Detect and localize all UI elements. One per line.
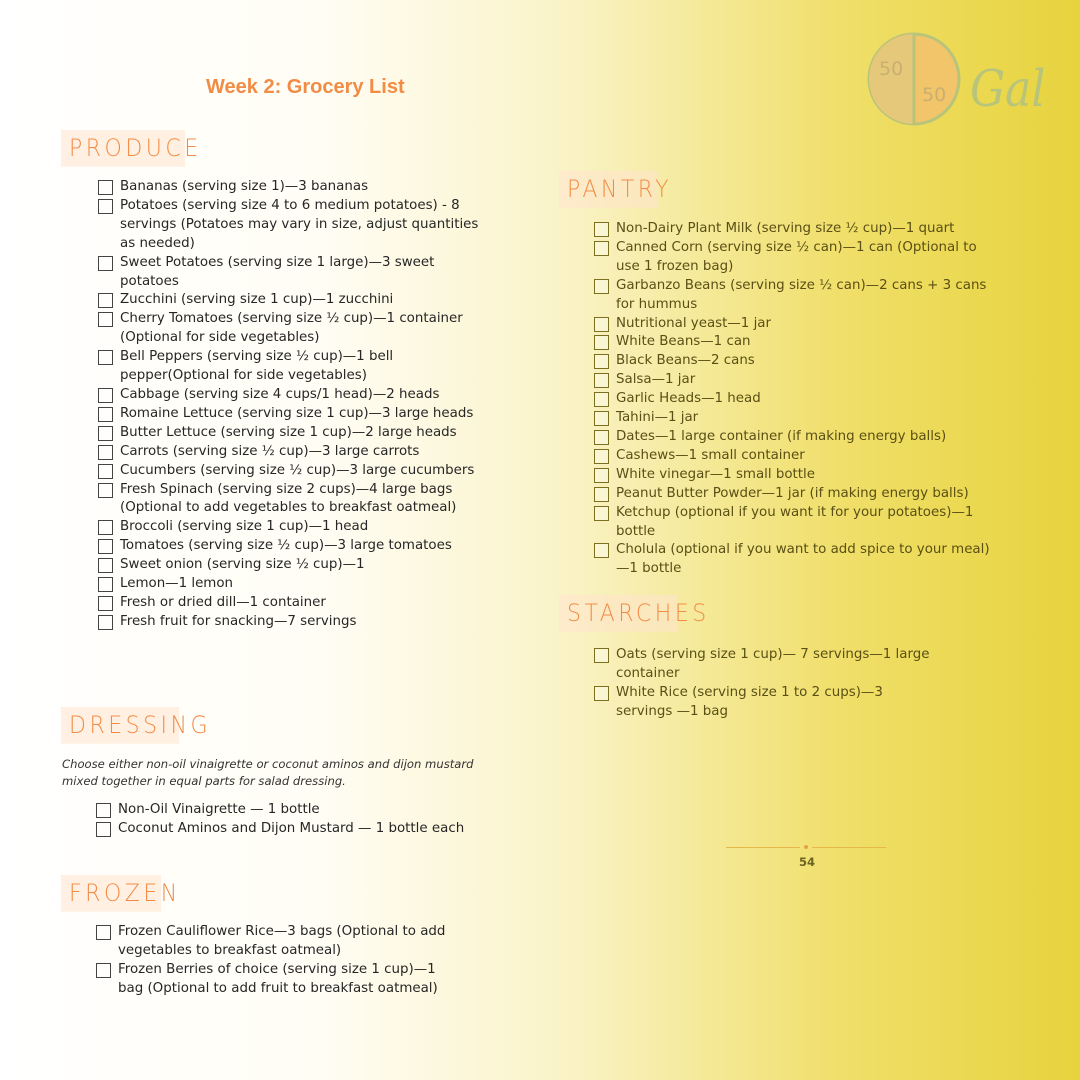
logo-word: Gal (970, 60, 1046, 119)
checkbox[interactable] (594, 487, 609, 502)
produce-item-label: Potatoes (serving size 4 to 6 medium potatoes) - 8 servings (Potatoes may vary in size, adjust quantities as needed) (120, 197, 479, 251)
produce-item-label: Cabbage (serving size 4 cups/1 head)—2 heads (120, 386, 440, 402)
frozen-item (96, 923, 446, 961)
starches-list (594, 646, 939, 722)
pantry-item-label: Garbanzo Beans (serving size ½ can)—2 cans + 3 cans for hummus (616, 277, 987, 312)
section-heading-dressing: DRESSING (61, 707, 179, 744)
pantry-item (594, 333, 994, 352)
checkbox[interactable] (98, 426, 113, 441)
pantry-item (594, 315, 994, 334)
frozen-item (96, 961, 446, 999)
checkbox[interactable] (98, 199, 113, 214)
checkbox[interactable] (594, 373, 609, 388)
page-number-rule-right (812, 847, 886, 848)
dressing-item (96, 801, 496, 820)
produce-item (98, 462, 490, 481)
pantry-item (594, 447, 994, 466)
checkbox[interactable] (594, 430, 609, 445)
checkbox[interactable] (594, 648, 609, 663)
pantry-item-label: White Beans—1 can (616, 334, 751, 350)
checkbox[interactable] (594, 411, 609, 426)
pantry-item (594, 277, 994, 315)
produce-item (98, 291, 490, 310)
produce-item (98, 424, 490, 443)
pantry-list (594, 220, 994, 579)
produce-item (98, 518, 490, 537)
produce-item (98, 254, 490, 292)
checkbox[interactable] (98, 312, 113, 327)
pantry-item-label: Peanut Butter Powder—1 jar (if making energy balls) (616, 485, 969, 501)
page-title: Week 2: Grocery List (206, 76, 405, 98)
pantry-item (594, 352, 994, 371)
produce-item-label: Bell Peppers (serving size ½ cup)—1 bell pepper(Optional for side vegetables) (120, 349, 394, 384)
produce-item (98, 178, 490, 197)
checkbox[interactable] (98, 445, 113, 460)
checkbox[interactable] (594, 506, 609, 521)
dressing-list (96, 801, 496, 839)
pantry-item (594, 390, 994, 409)
pantry-item-label: Cashews—1 small container (616, 447, 805, 463)
pantry-item (594, 485, 994, 504)
checkbox[interactable] (594, 241, 609, 256)
produce-item-label: Sweet onion (serving size ½ cup)—1 (120, 557, 365, 573)
checkbox[interactable] (98, 180, 113, 195)
checkbox[interactable] (594, 317, 609, 332)
section-heading-starches: STARCHES (559, 595, 677, 632)
checkbox[interactable] (594, 335, 609, 350)
pantry-item (594, 541, 994, 579)
pantry-item-label: Dates—1 large container (if making energy balls) (616, 428, 947, 444)
produce-item-label: Tomatoes (serving size ½ cup)—3 large tomatoes (120, 538, 452, 554)
section-heading-pantry: PANTRY (559, 171, 658, 208)
produce-item (98, 613, 490, 632)
checkbox[interactable] (98, 520, 113, 535)
checkbox[interactable] (98, 407, 113, 422)
frozen-item-label: Frozen Cauliflower Rice—3 bags (Optional to add vegetables to breakfast oatmeal) (118, 924, 446, 958)
pantry-item-label: Cholula (optional if you want to add spice to your meal)—1 bottle (616, 542, 990, 577)
pantry-item-label: Black Beans—2 cans (616, 353, 755, 369)
pantry-item-label: Salsa—1 jar (616, 372, 696, 388)
checkbox[interactable] (594, 686, 609, 701)
checkbox[interactable] (98, 293, 113, 308)
starches-item (594, 684, 939, 722)
pantry-item-label: Canned Corn (serving size ½ can)—1 can (Optional to use 1 frozen bag) (616, 239, 977, 274)
produce-item-label: Fresh Spinach (serving size 2 cups)—4 large bags (Optional to add vegetables to breakfast oatmeal) (120, 481, 457, 516)
produce-item (98, 310, 490, 348)
frozen-item-label: Frozen Berries of choice (serving size 1 cup)—1 bag (Optional to add fruit to breakfast oatmeal) (118, 961, 438, 996)
checkbox[interactable] (98, 483, 113, 498)
pantry-item (594, 428, 994, 447)
checkbox[interactable] (98, 464, 113, 479)
checkbox[interactable] (98, 558, 113, 573)
produce-item (98, 594, 490, 613)
produce-item (98, 348, 490, 386)
pantry-item-label: Non-Dairy Plant Milk (serving size ½ cup)—1 quart (616, 221, 955, 236)
starches-item-label: White Rice (serving size 1 to 2 cups)—3 servings —1 bag (616, 684, 883, 719)
section-heading-produce: PRODUCE (61, 130, 185, 167)
produce-item (98, 575, 490, 594)
logo-top-number: 50 (879, 58, 904, 80)
produce-item-label: Fresh or dried dill—1 container (120, 594, 326, 610)
pantry-item-label: Nutritional yeast—1 jar (616, 315, 772, 331)
page-number: 54 (798, 855, 815, 869)
checkbox[interactable] (96, 822, 111, 837)
produce-item-label: Lemon—1 lemon (120, 576, 234, 592)
pantry-item-label: Ketchup (optional if you want it for your potatoes)—1 bottle (616, 504, 974, 539)
checkbox[interactable] (594, 354, 609, 369)
dressing-item-label: Coconut Aminos and Dijon Mustard — 1 bottle each (118, 820, 465, 836)
produce-item-label: Butter Lettuce (serving size 1 cup)—2 large heads (120, 424, 457, 440)
pantry-item (594, 220, 994, 239)
produce-item (98, 405, 490, 424)
dressing-item-label: Non-Oil Vinaigrette — 1 bottle (118, 802, 320, 817)
produce-item-label: Broccoli (serving size 1 cup)—1 head (120, 519, 369, 535)
starches-item (594, 646, 939, 684)
page-number-ornament (804, 845, 808, 849)
checkbox[interactable] (594, 468, 609, 483)
checkbox[interactable] (594, 392, 609, 407)
checkbox[interactable] (98, 596, 113, 611)
checkbox[interactable] (96, 925, 111, 940)
pantry-item (594, 239, 994, 277)
produce-item (98, 481, 490, 519)
produce-item (98, 197, 490, 254)
checkbox[interactable] (96, 963, 111, 978)
pantry-item-label: Tahini—1 jar (616, 410, 699, 426)
checkbox[interactable] (98, 615, 113, 630)
brand-logo (866, 30, 1046, 130)
pantry-item (594, 371, 994, 390)
checkbox[interactable] (98, 388, 113, 403)
section-heading-frozen: FROZEN (61, 875, 161, 912)
pantry-item-label: Garlic Heads—1 head (616, 391, 761, 407)
page-number-rule-left (726, 847, 800, 848)
pantry-item-label: White vinegar—1 small bottle (616, 466, 816, 482)
produce-item-label: Cherry Tomatoes (serving size ½ cup)—1 container (Optional for side vegetables) (120, 311, 463, 346)
checkbox[interactable] (594, 543, 609, 558)
checkbox[interactable] (594, 449, 609, 464)
produce-item-label: Cucumbers (serving size ½ cup)—3 large cucumbers (120, 462, 475, 478)
produce-item (98, 443, 490, 462)
checkbox[interactable] (594, 279, 609, 294)
checkbox[interactable] (96, 803, 111, 818)
starches-item-label: Oats (serving size 1 cup)— 7 servings—1 large container (616, 647, 930, 681)
produce-item (98, 556, 490, 575)
checkbox[interactable] (98, 256, 113, 271)
checkbox[interactable] (594, 222, 609, 237)
produce-item-label: Bananas (serving size 1)—3 bananas (120, 179, 369, 194)
checkbox[interactable] (98, 350, 113, 365)
pantry-item (594, 504, 994, 542)
frozen-list (96, 923, 446, 999)
dressing-note: Choose either non-oil vinaigrette or coconut aminos and dijon mustard mixed together in equal parts for salad dressing. (62, 757, 474, 788)
dressing-item (96, 820, 496, 839)
checkbox[interactable] (98, 577, 113, 592)
pantry-item (594, 409, 994, 428)
produce-item-label: Zucchini (serving size 1 cup)—1 zucchini (120, 292, 394, 308)
produce-item-label: Sweet Potatoes (serving size 1 large)—3 sweet potatoes (120, 254, 435, 289)
checkbox[interactable] (98, 539, 113, 554)
produce-item (98, 537, 490, 556)
produce-item-label: Romaine Lettuce (serving size 1 cup)—3 large heads (120, 405, 474, 421)
pantry-item (594, 466, 994, 485)
logo-bottom-number: 50 (922, 84, 947, 106)
produce-item (98, 386, 490, 405)
produce-list (98, 178, 490, 632)
produce-item-label: Fresh fruit for snacking—7 servings (120, 613, 357, 629)
produce-item-label: Carrots (serving size ½ cup)—3 large carrots (120, 443, 420, 459)
